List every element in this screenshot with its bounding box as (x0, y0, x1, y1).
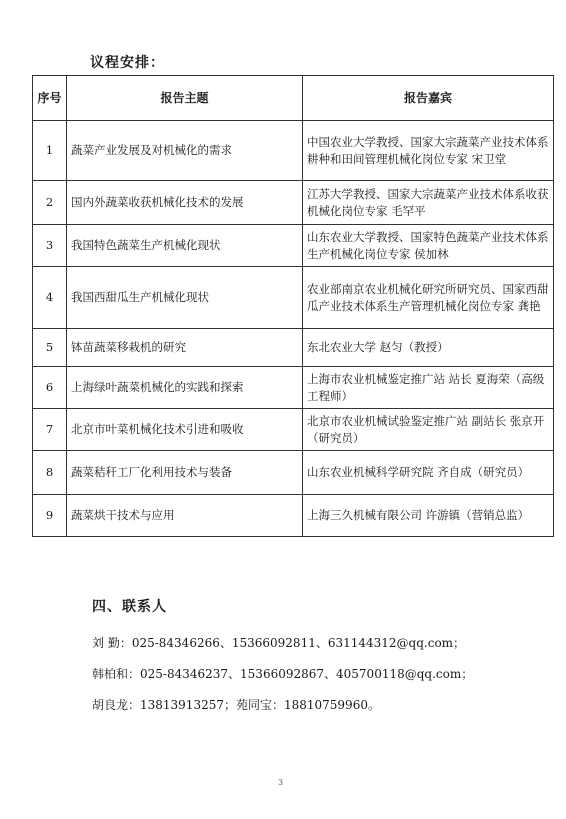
row-number: 2 (33, 181, 67, 225)
row-guest: 上海市农业机械鉴定推广站 站长 夏海荣（高级工程师） (303, 367, 554, 409)
table-row (33, 367, 554, 409)
table-row (33, 495, 554, 537)
row-guest: 山东农业大学教授、国家特色蔬菜产业技术体系生产机械化岗位专家 侯加林 (303, 225, 554, 267)
contacts-heading: 四、联系人 (92, 599, 167, 615)
row-number: 9 (33, 495, 67, 537)
row-topic: 钵苗蔬菜移栽机的研究 (67, 329, 303, 367)
row-guest: 东北农业大学 赵匀（教授） (303, 329, 554, 367)
row-number: 3 (33, 225, 67, 267)
page-number: 3 (278, 778, 284, 787)
contact-line: 胡良龙：13813913257；苑同宝：18810759960。 (92, 698, 380, 712)
row-number: 1 (33, 121, 67, 181)
row-topic: 北京市叶菜机械化技术引进和吸收 (67, 409, 303, 451)
row-guest: 上海三久机械有限公司 许游镇（营销总监） (303, 495, 554, 537)
row-number: 8 (33, 451, 67, 495)
header-no: 序号 (33, 76, 67, 121)
table-row (33, 451, 554, 495)
row-number: 5 (33, 329, 67, 367)
contact-line: 刘 勤：025-84346266、15366092811、631144312@qq.com； (92, 636, 466, 650)
table-row (33, 181, 554, 225)
row-number: 7 (33, 409, 67, 451)
agenda-header-row (33, 76, 554, 121)
row-guest: 北京市农业机械试验鉴定推广站 副站长 张京开（研究员） (303, 409, 554, 451)
contact-line: 韩柏和：025-84346237、15366092867、405700118@qq.com； (92, 667, 474, 681)
row-number: 4 (33, 267, 67, 329)
header-topic: 报告主题 (67, 76, 303, 121)
agenda-heading: 议程安排： (90, 55, 165, 71)
row-guest: 江苏大学教授、国家大宗蔬菜产业技术体系收获机械化岗位专家 毛罕平 (303, 181, 554, 225)
row-guest: 山东农业机械科学研究院 齐自成（研究员） (303, 451, 554, 495)
table-row (33, 409, 554, 451)
row-guest: 农业部南京农业机械化研究所研究员、国家西甜瓜产业技术体系生产管理机械化岗位专家 龚艳 (303, 267, 554, 329)
row-number: 6 (33, 367, 67, 409)
row-topic: 蔬菜秸秆工厂化利用技术与装备 (67, 451, 303, 495)
row-topic: 蔬菜烘干技术与应用 (67, 495, 303, 537)
table-row (33, 225, 554, 267)
table-row (33, 267, 554, 329)
row-guest: 中国农业大学教授、国家大宗蔬菜产业技术体系耕种和田间管理机械化岗位专家 宋卫堂 (303, 121, 554, 181)
row-topic: 我国特色蔬菜生产机械化现状 (67, 225, 303, 267)
agenda-table (32, 75, 554, 537)
row-topic: 蔬菜产业发展及对机械化的需求 (67, 121, 303, 181)
table-row (33, 329, 554, 367)
row-topic: 我国西甜瓜生产机械化现状 (67, 267, 303, 329)
table-row (33, 121, 554, 181)
row-topic: 上海绿叶蔬菜机械化的实践和探索 (67, 367, 303, 409)
header-guest: 报告嘉宾 (303, 76, 554, 121)
row-topic: 国内外蔬菜收获机械化技术的发展 (67, 181, 303, 225)
